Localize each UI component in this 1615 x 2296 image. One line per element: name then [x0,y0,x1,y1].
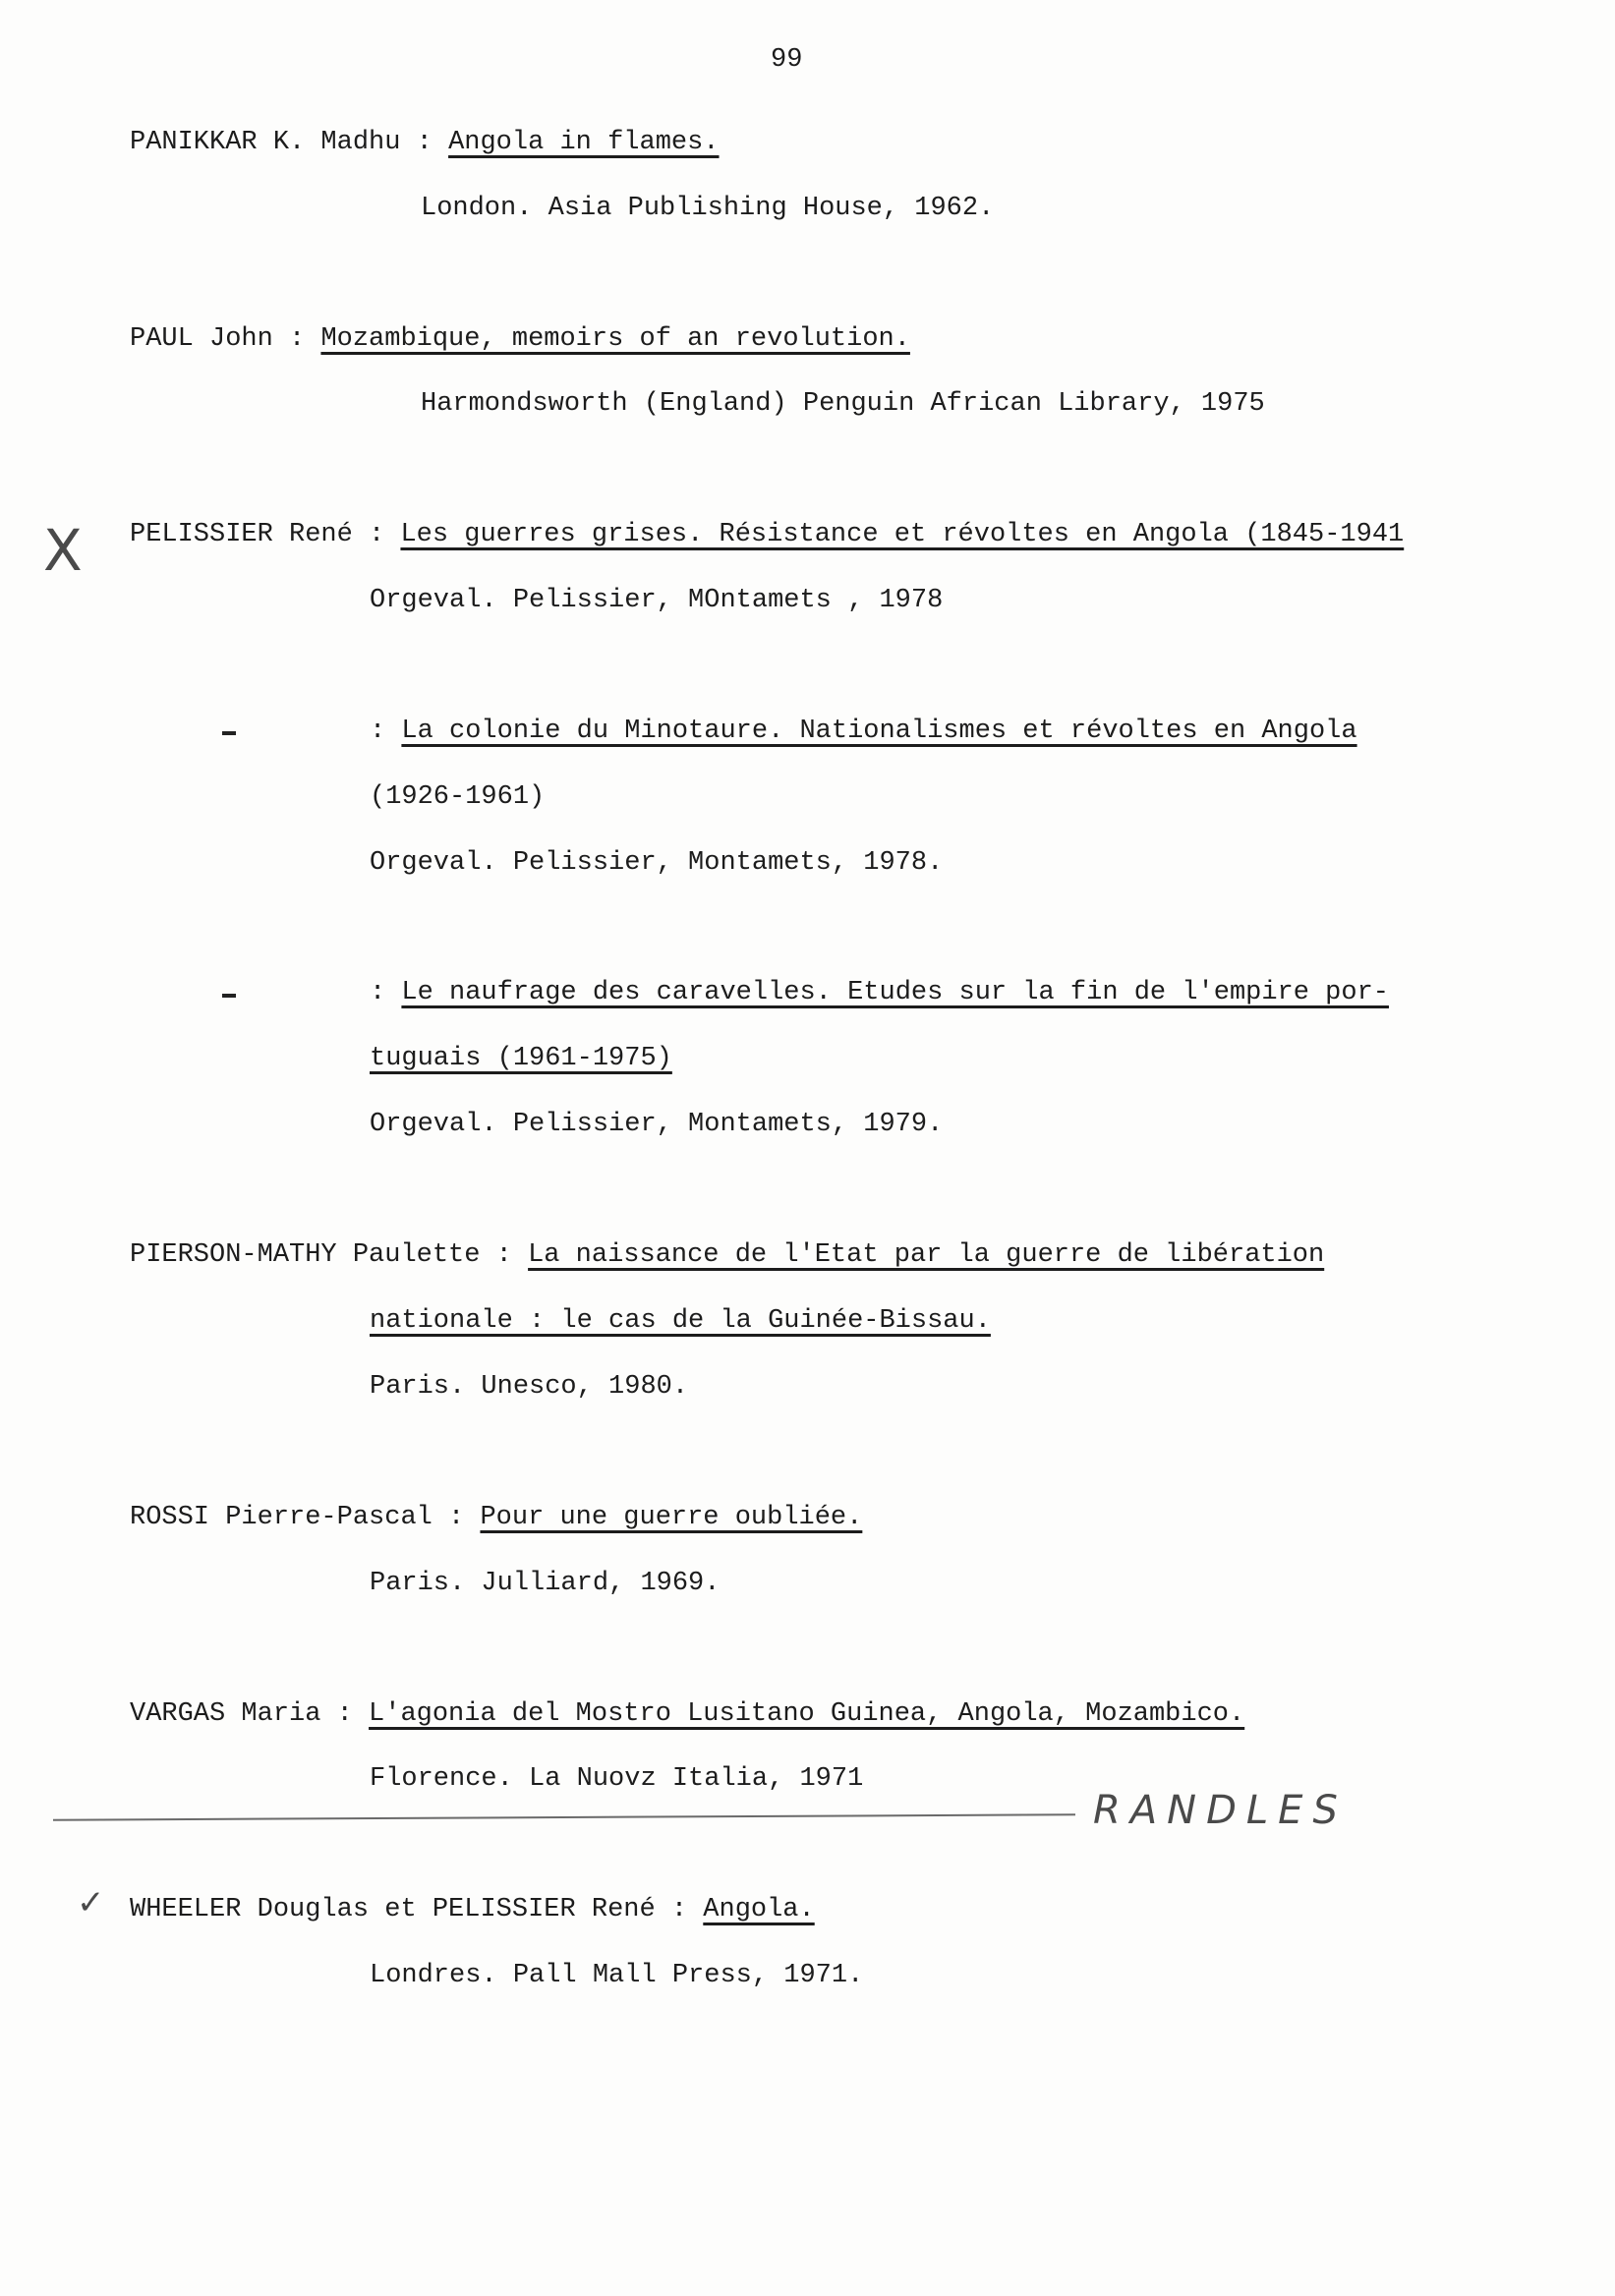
pencil-rule [53,1813,1075,1820]
entry-publisher: Paris. Unesco, 1980. [370,1372,689,1402]
entry-title-cont-text: tuguais (1961-1975) [370,1044,672,1073]
entry-pelissier [130,522,1404,548]
entry-separator: : [400,128,449,157]
entry-publisher: Orgeval. Pelissier, Montamets, 1978. [370,848,944,878]
entry-title: Angola in flames. [448,128,720,157]
page-number: 99 [771,45,803,75]
entry-title: Angola. [703,1895,815,1924]
handwritten-note: RANDLES [1093,1788,1348,1833]
entry-separator: : [480,1240,529,1270]
entry-separator: : [655,1895,704,1924]
entry-separator: : [320,1699,370,1729]
entry-paul [130,326,910,353]
entry-title: Mozambique, memoirs of an revolution. [320,324,910,354]
entry-title: L'agonia del Mostro Lusitano Guinea, Angola, Mozambico. [369,1699,1245,1729]
entry-title-cont-text: nationale : le cas de la Guinée-Bissau. [370,1306,991,1336]
ditto-dash [222,994,236,998]
entry-title-continued [370,1308,991,1335]
entry-publisher: Paris. Julliard, 1969. [370,1569,721,1598]
entry-author: ROSSI Pierre-Pascal [130,1503,433,1532]
entry-title-continued: (1926-1961) [370,782,546,812]
entry-publisher: Florence. La Nuovz Italia, 1971 [370,1764,864,1794]
entry-separator: : [370,978,402,1007]
margin-check-mark: ✓ [77,1883,105,1923]
entry-publisher: Orgeval. Pelissier, MOntamets , 1978 [370,586,944,615]
margin-cross-mark: X [43,517,83,584]
entry-separator: : [432,1503,481,1532]
entry-author: WHEELER Douglas et PELISSIER René [130,1895,656,1924]
entry-title: Pour une guerre oubliée. [480,1503,863,1532]
entry-minotaure [370,718,1357,745]
entry-title-continued [370,1046,672,1072]
entry-author: PELISSIER René [130,520,353,549]
entry-separator: : [352,520,401,549]
entry-wheeler [130,1897,815,1923]
entry-rossi [130,1505,862,1531]
entry-separator: : [272,324,321,354]
entry-publisher: Orgeval. Pelissier, Montamets, 1979. [370,1110,944,1139]
entry-author: PAUL John [130,324,273,354]
ditto-dash [222,731,236,735]
entry-separator: : [370,717,402,746]
entry-pierson-mathy [130,1242,1324,1269]
entry-title: La colonie du Minotaure. Nationalismes et révoltes en Angola [401,717,1357,746]
entry-author: PANIKKAR K. Madhu [130,128,401,157]
entry-title: Le naufrage des caravelles. Etudes sur la fin de l'empire por- [401,978,1389,1007]
entry-title: Les guerres grises. Résistance et révoltes en Angola (1845-1941 [400,520,1405,549]
entry-vargas [130,1701,1244,1728]
entry-publisher: London. Asia Publishing House, 1962. [421,194,995,223]
entry-title: La naissance de l'Etat par la guerre de libération [528,1240,1325,1270]
entry-publisher: Harmondsworth (England) Penguin African Library, 1975 [421,389,1265,419]
entry-author: VARGAS Maria [130,1699,321,1729]
entry-author: PIERSON-MATHY Paulette [130,1240,481,1270]
entry-publisher: Londres. Pall Mall Press, 1971. [370,1961,864,1990]
entry-caravelles [370,980,1389,1006]
entry-panikkar [130,130,720,156]
